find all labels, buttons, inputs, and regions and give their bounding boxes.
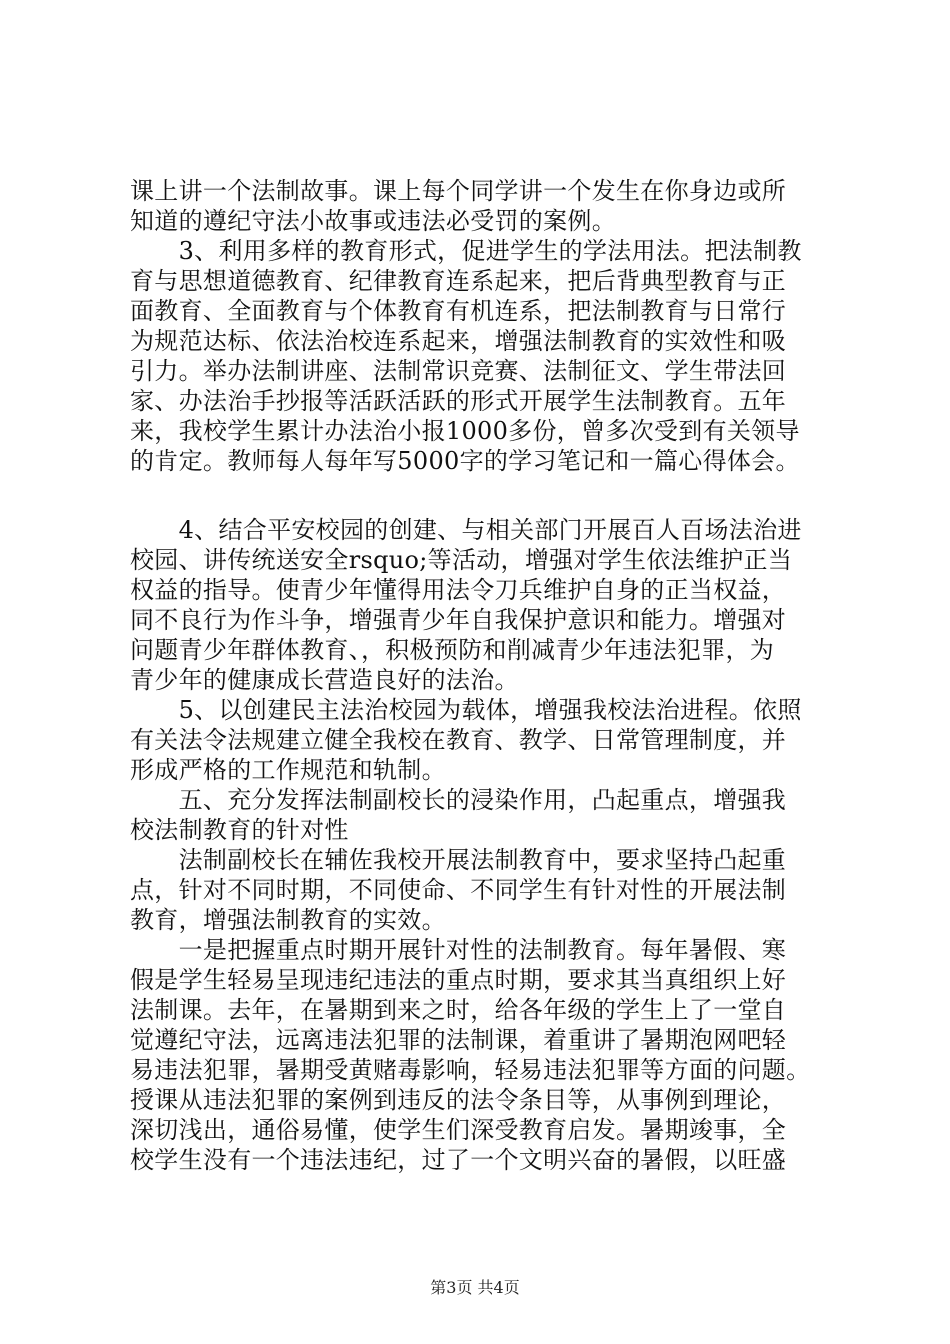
- text-line: 有关法令法规建立健全我校在教育、教学、日常管理制度，并: [130, 726, 787, 754]
- text-line: 形成严格的工作规范和轨制。: [130, 756, 446, 784]
- text-line: 3、利用多样的教育形式，促进学生的学法用法。把法制教: [130, 237, 802, 265]
- text-line: 为规范达标、依法治校连系起来，增强法制教育的实效性和吸: [130, 327, 787, 355]
- text-line: 深切浅出，通俗易懂，使学生们深受教育启发。暑期竣事，全: [130, 1116, 787, 1144]
- text-line: 法制课。去年，在暑期到来之时，给各年级的学生上了一堂自: [130, 996, 787, 1024]
- body-text-block-2: [130, 515, 830, 1175]
- text-line: 家、办法治手抄报等活跃活跃的形式开展学生法制教育。五年: [130, 387, 787, 415]
- text-line: 校法制教育的针对性: [130, 816, 349, 844]
- text-line: 五、充分发挥法制副校长的浸染作用，凸起重点，增强我: [130, 786, 787, 814]
- text-line: 权益的指导。使青少年懂得用法令刀兵维护自身的正当权益，: [130, 576, 787, 604]
- text-line: 教育，增强法制教育的实效。: [130, 906, 446, 934]
- text-line: 一是把握重点时期开展针对性的法制教育。每年暑假、寒: [130, 936, 787, 964]
- text-line: 5、以创建民主法治校园为载体，增强我校法治进程。依照: [130, 696, 802, 724]
- text-line: 面教育、全面教育与个体教育有机连系，把法制教育与日常行: [130, 297, 787, 325]
- text-line: 假是学生轻易呈现违纪违法的重点时期，要求其当真组织上好: [130, 966, 787, 994]
- text-line: 校园、讲传统送安全rsquo;等活动，增强对学生依法维护正当: [130, 546, 793, 574]
- text-line: 校学生没有一个违法违纪，过了一个文明兴奋的暑假，以旺盛: [130, 1146, 787, 1174]
- text-line: 易违法犯罪，暑期受黄赌毒影响，轻易违法犯罪等方面的问题。: [130, 1056, 811, 1084]
- text-line: 同不良行为作斗争，增强青少年自我保护意识和能力。增强对: [130, 606, 787, 634]
- text-line: 法制副校长在辅佐我校开展法制教育中，要求坚持凸起重: [130, 846, 787, 874]
- text-line: 引力。举办法制讲座、法制常识竞赛、法制征文、学生带法回: [130, 357, 787, 385]
- text-line: 点，针对不同时期，不同使命、不同学生有针对性的开展法制: [130, 876, 787, 904]
- page-number-footer: 第3页 共4页: [430, 1278, 520, 1297]
- text-line: 来，我校学生累计办法治小报1000多份，曾多次受到有关领导: [130, 417, 800, 445]
- text-line: 授课从违法犯罪的案例到违反的法令条目等，从事例到理论，: [130, 1086, 787, 1114]
- text-line: 觉遵纪守法，远离违法犯罪的法制课，着重讲了暑期泡网吧轻: [130, 1026, 787, 1054]
- text-line: 青少年的健康成长营造良好的法治。: [130, 666, 519, 694]
- text-line: 知道的遵纪守法小故事或违法必受罚的案例。: [130, 207, 616, 235]
- text-line: 的肯定。教师每人每年写5000字的学习笔记和一篇心得体会。: [130, 447, 800, 475]
- text-line: 问题青少年群体教育、，积极预防和削减青少年违法犯罪，为: [130, 636, 775, 664]
- text-line: 4、结合平安校园的创建、与相关部门开展百人百场法治进: [130, 516, 802, 544]
- body-text-block-1: [130, 176, 830, 476]
- text-line: 育与思想道德教育、纪律教育连系起来，把后背典型教育与正: [130, 267, 787, 295]
- text-line: 课上讲一个法制故事。课上每个同学讲一个发生在你身边或所: [130, 177, 787, 205]
